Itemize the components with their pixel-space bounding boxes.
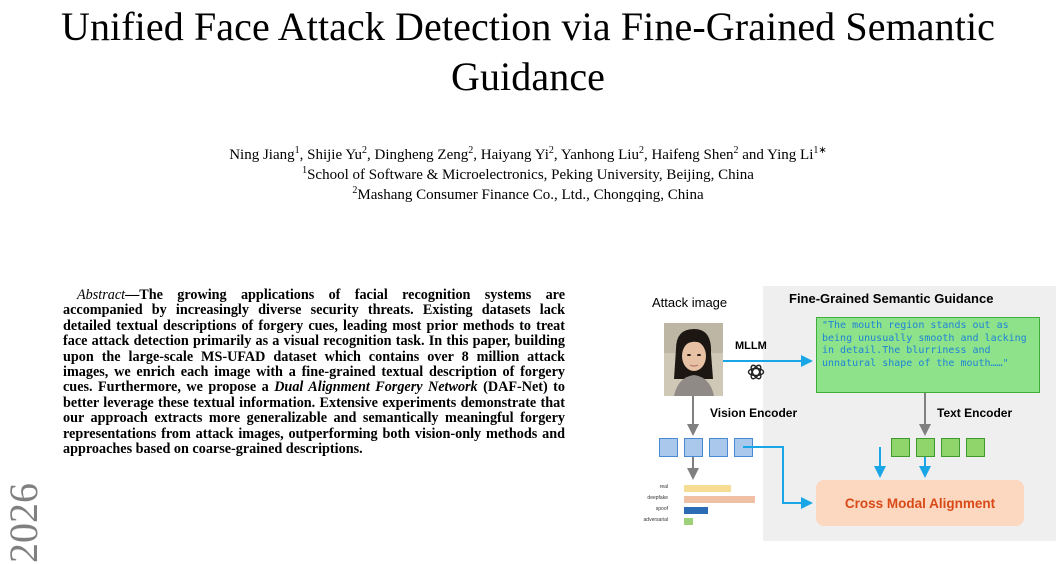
abstract (63, 288, 565, 457)
affiliation-number: 2 (352, 185, 358, 196)
abstract-label: Abstract (77, 287, 126, 303)
cross-modal-alignment-box: Cross Modal Alignment (816, 480, 1024, 526)
affiliation-text: School of Software & Microelectronics, Peking University, Beijing, China (307, 167, 754, 183)
affiliation-text: Mashang Consumer Finance Co., Ltd., Chongqing, China (357, 187, 704, 203)
bar-label: spoof (655, 506, 668, 512)
author-name: Dingheng Zeng (374, 147, 469, 163)
abstract-body-2: (DAF-Net) to better leverage these textual information. Extensive experiments demonstrate that our approach extracts more generalizable and semantically meaningful forgery representations from attack images, outperforming both vision-only methods and approaches based on coarse-grained descriptions. (63, 379, 565, 458)
bar-label: deepfake (647, 495, 668, 501)
panel-title: Fine-Grained Semantic Guidance (789, 291, 994, 306)
author-affiliation: 1∗ (813, 145, 827, 156)
forgery-description-box: "The mouth region stands out as being unusually smooth and lacking in detail.The blurriness and unnatural shape of the mouth……" (816, 317, 1040, 393)
author-name: Yanhong Liu (560, 147, 639, 163)
abstract-body-1: The growing applications of facial recognition systems are accompanied by increasingly diverse security threats. Existing datasets lack detailed textual descriptions of forgery cues, leading most prior methods to treat face attack detection primarily as a visual recognition task. In this paper, building upon the large-scale MS-UFAD dataset which contains over 8 million attack images, we enrich each image with a fine-grained textual description of forgery cues. Furthermore, we propose a (63, 287, 565, 396)
bar-label: adversarial (643, 517, 668, 523)
author-affiliation: 1 (294, 145, 300, 156)
attack-image-label: Attack image (652, 295, 728, 310)
author-name: Shijie Yu (307, 147, 362, 163)
abstract-dash: — (125, 287, 140, 303)
mllm-label: MLLM (735, 340, 767, 352)
author-affiliation: 2 (548, 145, 554, 156)
author-name: Haiyang Yi (480, 147, 549, 163)
author-affiliation: 2 (638, 145, 644, 156)
author-name: Ying Li (767, 147, 814, 163)
affiliation-2 (0, 185, 1056, 205)
author-affiliation: 2 (733, 145, 739, 156)
author-affiliation: 2 (468, 145, 474, 156)
affiliation-number: 1 (302, 165, 308, 176)
affiliation-1 (0, 165, 1056, 185)
paper-title: Unified Face Attack Detection via Fine-Grained Semantic Guidance (60, 4, 996, 99)
author-list: Ning Jiang$^1$, Shijie Yu$^2$, Dingheng Zeng$^2$, Haiyang Yi$^2$, Yanhong Liu$^2$, Haifeng Shen$^2$ and Ying $Li^{1∗}$ (229, 145, 827, 163)
vision-encoder-label: Vision Encoder (710, 406, 798, 420)
author-affiliation: 2 (362, 145, 367, 156)
arxiv-year-watermark: 2026 (1, 483, 46, 563)
text-encoder-label: Text Encoder (937, 406, 1013, 420)
network-name: Dual Alignment Forgery Network (274, 379, 478, 396)
bar-label: real (659, 484, 668, 490)
author-name: Ning Jiang (229, 147, 295, 163)
flow-arrows (623, 285, 1056, 564)
author-name: Haifeng Shen (651, 147, 734, 163)
method-figure (623, 285, 1056, 564)
